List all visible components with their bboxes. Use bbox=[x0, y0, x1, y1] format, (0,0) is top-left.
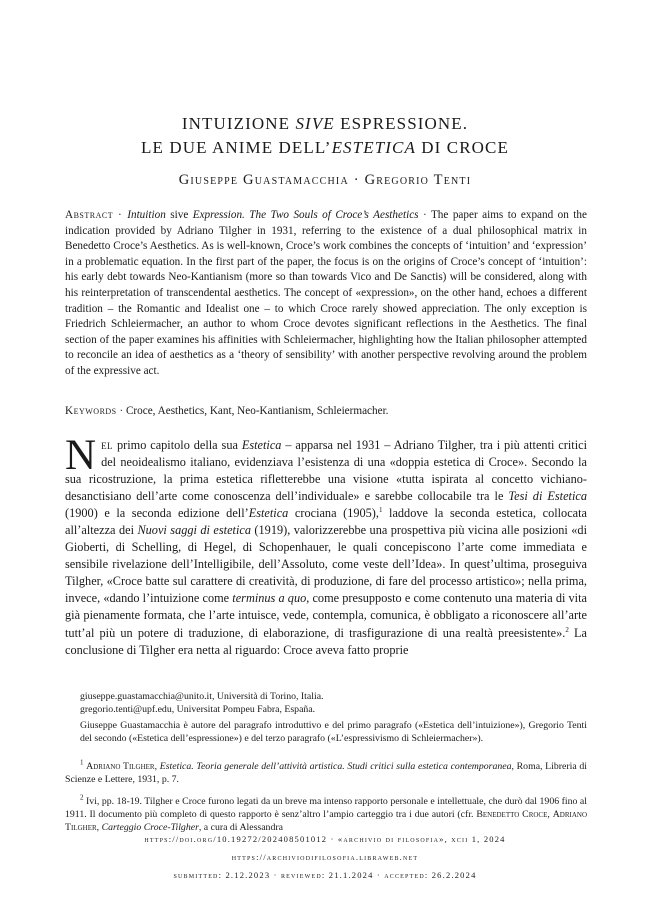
footnote-author: Adriano Tilgher bbox=[65, 809, 587, 833]
footnote-text: , bbox=[96, 822, 102, 833]
authorship-note bbox=[65, 719, 587, 745]
title-text: ESPRESSIONE. bbox=[334, 114, 469, 133]
footnote-number: 2 bbox=[80, 793, 84, 802]
submission-dates: submitted: 2.12.2023 · reviewed: 21.1.2024 · accepted: 26.2.2024 bbox=[173, 870, 477, 880]
body-text: – apparsa nel 1931 – Adriano Tilgher, tra i più attenti critici del neoidealismo italiano, evidenziava l’esistenza di una «doppia estetica di Croce». Secondo la sua ricostruzione, la prima estetica rifletterebbe una visione «tutta ispirata al concetto vichiano-desanctisiano dell’arte come conoscenza dell’individuale» e sarebbe collocabile tra le bbox=[65, 438, 587, 504]
abstract-title: Intuition bbox=[127, 209, 166, 221]
abstract-title: sive bbox=[165, 209, 193, 221]
article-title-line-2 bbox=[60, 136, 590, 160]
body-italic: Nuovi saggi di estetica bbox=[137, 523, 251, 538]
body-italic: Estetica bbox=[241, 438, 282, 452]
keywords-label: Keywords bbox=[65, 405, 117, 417]
body-italic: Estetica bbox=[248, 506, 289, 521]
footnote-author: Benedetto Croce bbox=[476, 809, 548, 820]
body-text: laddove la seconda estetica, collocata all’altezza dei bbox=[65, 506, 587, 538]
abstract-title: Expression. The Two Souls of Croce’s Aesthetics bbox=[192, 209, 419, 221]
abstract-label: Abstract · bbox=[65, 209, 128, 221]
authorship-text: Giuseppe Guastamacchia è autore del paragrafo introduttivo e del primo paragrafo («Estetica dell’intuizione»), Gregorio Tenti del secondo («Estetica dell’espressione») e del terzo paragrafo («L’espressivismo di Schleiermacher»). bbox=[80, 720, 587, 744]
keywords bbox=[65, 404, 587, 420]
body-text: , come presupposto e come contenuto una materia di vita già pienamente formata, che l’arte intuisce, vede, contempla, comunica, è obbligato a riconoscere all’arte tutt’al più un potere di traduzione, di elaborazione, di trasfigurazione di una realtà preesistente». bbox=[65, 591, 587, 640]
title-text: INTUIZIONE bbox=[181, 114, 296, 133]
abstract-text: · The paper aims to expand on the indication provided by Adriano Tilgher in 1931, referring to the existence of a dual philosophical matrix in Benedetto Croce’s Aesthetics. As is well-known, Croce’s work combines the concepts of ‘intuition’ and ‘expression’ in a problematic equation. In the first part of the paper, the focus is on the origins of Croce’s concept of ‘intuition’: his early debt towards Neo-Kantianism (more so than towards Vico and De Sanctis) will be considered, along with his reinterpretation of transcendental aesthetics. The concept of «expression», on the other hand, echoes a different tradition – the Romantic and Idealist one – to which Croce rarely showed appreciation. The only exception is Friedrich Schleiermacher, an author to whom Croce devotes significant reflections in the Aesthetics. The final section of the paper examines his affinities with Schleiermacher, highlighting how the Italian philosopher attempted to reconcile an idea of aesthetics as a ‘theory of sensibility’ with another perspective revolving around the problem of the expressive act. bbox=[65, 209, 587, 377]
body-italic: Tesi di Estetica bbox=[508, 489, 587, 504]
footnote-1 bbox=[65, 760, 587, 786]
footnote-title: Carteggio Croce-Tilgher bbox=[101, 822, 199, 833]
body-italic: terminus a quo bbox=[232, 591, 307, 606]
drop-cap: N bbox=[65, 432, 97, 479]
body-text: (1900) e la seconda edizione dell’ bbox=[65, 506, 249, 521]
title-text: LE DUE ANIME DELL’ bbox=[141, 138, 332, 157]
abstract bbox=[65, 208, 587, 380]
title-italic: SIVE bbox=[295, 114, 335, 133]
footnote-text: , a cura di Alessandra bbox=[198, 822, 283, 833]
footnote-text: , bbox=[154, 761, 160, 772]
article-title-line-1 bbox=[60, 112, 590, 136]
footnote-2 bbox=[65, 795, 587, 834]
title-text: DI CROCE bbox=[415, 138, 509, 157]
doi-link[interactable]: https://doi.org/10.19272/202408501012 · «archivio di filosofia», xcii 1, 2024 bbox=[144, 834, 506, 844]
footnote-ref[interactable]: 2 bbox=[565, 625, 569, 634]
footnote-ref[interactable]: 1 bbox=[378, 506, 383, 515]
footnote-number: 1 bbox=[80, 758, 84, 767]
article-authors: Giuseppe Guastamacchia · Gregorio Tenti bbox=[178, 172, 472, 188]
first-word: el bbox=[101, 438, 114, 452]
body-text: crociana (1905), bbox=[288, 506, 379, 521]
title-italic: ESTETICA bbox=[331, 138, 416, 157]
author-affiliations bbox=[80, 690, 580, 716]
body-text: (1919), valorizzerebbe una prospettiva più vicina alle posizioni «di Gioberti, di Schelling, di Hegel, di Schopenhauer, le quali concepiscono l’arte come immediata e sensibile rivelazione dell’Intelligibile, dell’Assoluto, come veste dell’Idea». In quest’ultima, proseguiva Tilgher, «Croce batte sul carattere di creatività, di produzione, di fare del processo artistico»; nella prima, invece, «dando l’intuizione come bbox=[65, 523, 587, 606]
footnote-text: Ivi, pp. 18-19. Tilgher e Croce furono legati da un breve ma intenso rapporto personale e intellettuale, che durò dal 1906 fino al 1911. Il documento più completo di questo rapporto è senz’altro l’ampio carteggio tra i due autori (cfr. bbox=[65, 796, 587, 820]
footnote-text: , bbox=[547, 809, 553, 820]
keywords-text: · Croce, Aesthetics, Kant, Neo-Kantianism, Schleiermacher. bbox=[116, 405, 389, 417]
footnote-title: Estetica. Teoria generale dell’attività artistica. Studi critici sulla estetica contemporanea bbox=[159, 761, 512, 772]
author-email-1: giuseppe.guastamacchia@unito.it, Università di Torino, Italia. bbox=[80, 691, 324, 702]
body-paragraph bbox=[65, 432, 588, 659]
footnote-author: Adriano Tilgher bbox=[86, 761, 155, 772]
author-email-2: gregorio.tenti@upf.edu, Universitat Pompeu Fabra, España. bbox=[80, 704, 316, 715]
journal-site-link[interactable]: https://archiviodifilosofia.libraweb.net bbox=[231, 852, 419, 862]
body-text: primo capitolo della sua bbox=[113, 438, 242, 452]
body-text: La conclusione di Tilgher era netta al riguardo: Croce aveva fatto proprie bbox=[65, 625, 588, 657]
footnote-text: , Roma, Libreria di Scienze e Lettere, 1931, p. 7. bbox=[65, 761, 588, 785]
